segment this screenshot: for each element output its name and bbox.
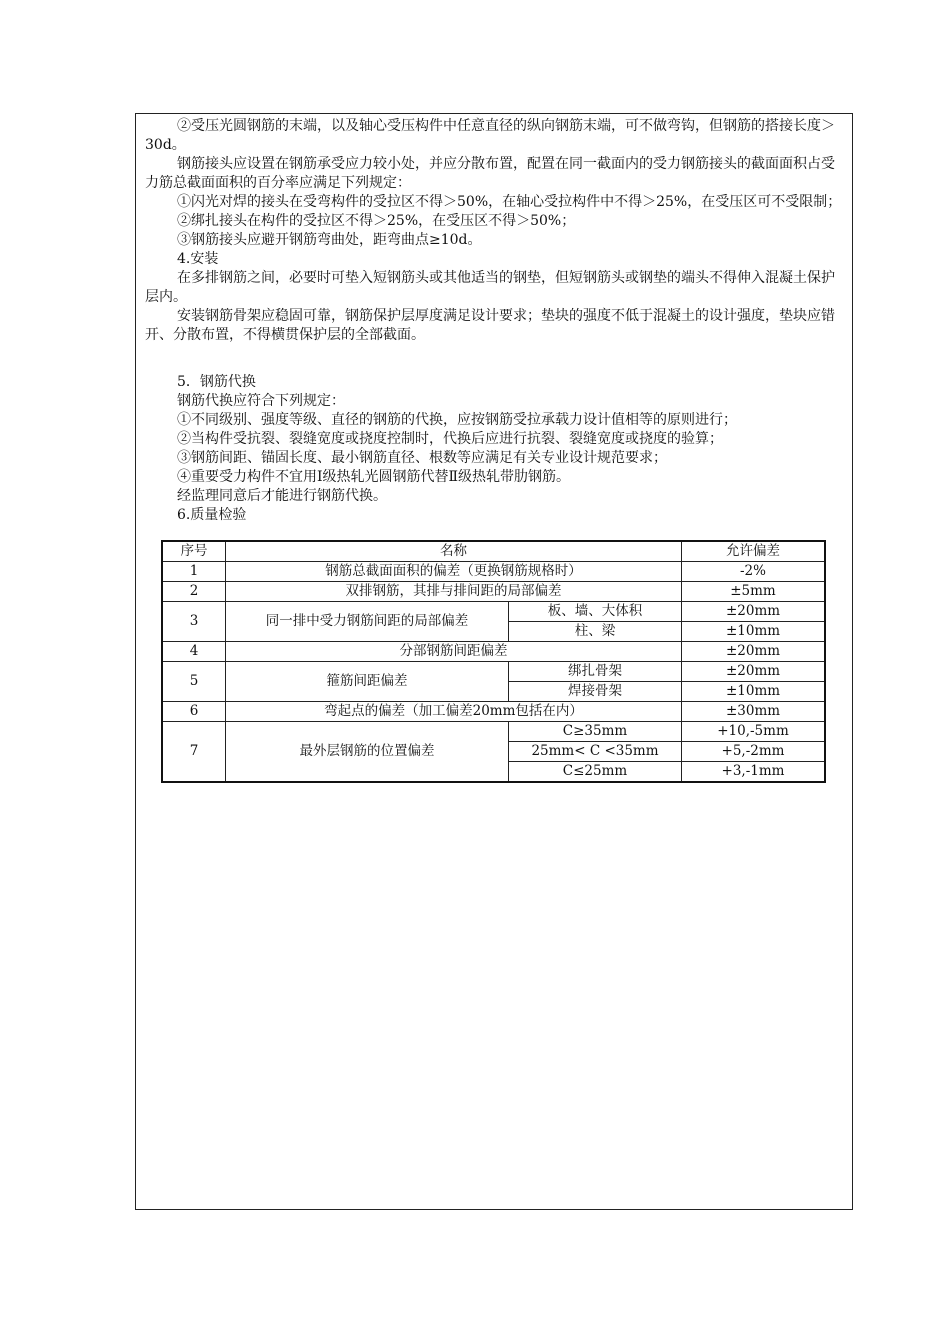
paragraph: 在多排钢筋之间，必要时可垫入短钢筋头或其他适当的钢垫，但短钢筋头或钢垫的端头不得伸入混凝土保护层内。 <box>145 270 835 305</box>
section-heading: 5．钢筋代换 <box>177 374 256 390</box>
row-tolerance: +5,-2mm <box>682 742 826 762</box>
row-subitem: C≥35mm <box>509 722 682 742</box>
row-no: 2 <box>162 582 226 602</box>
row-tolerance: +10,-5mm <box>682 722 826 742</box>
table-header-row <box>162 541 825 562</box>
paragraph: 经监理同意后才能进行钢筋代换。 <box>177 488 387 504</box>
paragraph: ④重要受力构件不宜用Ⅰ级热轧光圆钢筋代替Ⅱ级热轧带肋钢筋。 <box>177 469 571 485</box>
paragraph: ②当构件受抗裂、裂缝宽度或挠度控制时，代换后应进行抗裂、裂缝宽度或挠度的验算； <box>177 431 723 447</box>
row-no: 6 <box>162 702 226 722</box>
paragraph: ②绑扎接头在构件的受拉区不得＞25%，在受压区不得＞50%； <box>177 213 576 229</box>
row-tolerance: +3,-1mm <box>682 762 826 783</box>
paragraph: ③钢筋接头应避开钢筋弯曲处，距弯曲点≥10d。 <box>177 232 482 248</box>
row-tolerance: ±20mm <box>682 642 826 662</box>
table-row <box>162 602 825 622</box>
row-name: 分部钢筋间距偏差 <box>226 642 682 662</box>
row-no: 7 <box>162 722 226 783</box>
table-row <box>162 642 825 662</box>
row-tolerance: -2% <box>682 562 826 582</box>
table-row <box>162 562 825 582</box>
row-name: 箍筋间距偏差 <box>226 662 509 702</box>
row-tolerance: ±20mm <box>682 662 826 682</box>
table-row <box>162 662 825 682</box>
quality-inspection-table <box>161 540 826 783</box>
row-subitem: C≤25mm <box>509 762 682 783</box>
row-no: 3 <box>162 602 226 642</box>
table-row <box>162 702 825 722</box>
row-subitem: 焊接骨架 <box>509 682 682 702</box>
paragraph: ①不同级别、强度等级、直径的钢筋的代换，应按钢筋受拉承载力设计值相等的原则进行； <box>177 412 737 428</box>
row-subitem: 绑扎骨架 <box>509 662 682 682</box>
section-heading: 6.质量检验 <box>177 507 247 523</box>
paragraph: 钢筋接头应设置在钢筋承受应力较小处，并应分散布置，配置在同一截面内的受力钢筋接头的截面面积占受力筋总截面面积的百分率应满足下列规定： <box>145 156 835 191</box>
row-name: 最外层钢筋的位置偏差 <box>226 722 509 783</box>
header-tolerance: 允许偏差 <box>682 541 826 562</box>
table-row <box>162 722 825 742</box>
table-row <box>162 582 825 602</box>
row-tolerance: ±20mm <box>682 602 826 622</box>
row-subitem: 柱、梁 <box>509 622 682 642</box>
paragraph: 钢筋代换应符合下列规定： <box>177 393 345 409</box>
body-text <box>145 117 845 525</box>
row-name: 钢筋总截面面积的偏差（更换钢筋规格时） <box>226 562 682 582</box>
row-name: 双排钢筋，其排与排间距的局部偏差 <box>226 582 682 602</box>
row-name: 同一排中受力钢筋间距的局部偏差 <box>226 602 509 642</box>
paragraph: ③钢筋间距、锚固长度、最小钢筋直径、根数等应满足有关专业设计规范要求； <box>177 450 667 466</box>
row-subitem: 25mm< C <35mm <box>509 742 682 762</box>
section-heading: 4.安装 <box>177 251 219 267</box>
paragraph: ①闪光对焊的接头在受弯构件的受拉区不得＞50%，在轴心受拉构件中不得＞25%，在受压区可不受限制； <box>177 194 842 210</box>
row-subitem: 板、墙、大体积 <box>509 602 682 622</box>
row-tolerance: ±10mm <box>682 682 826 702</box>
header-no: 序号 <box>162 541 226 562</box>
row-no: 4 <box>162 642 226 662</box>
paragraph: 安装钢筋骨架应稳固可靠，钢筋保护层厚度满足设计要求；垫块的强度不低于混凝土的设计强度，垫块应错开、分散布置，不得横贯保护层的全部截面。 <box>145 308 835 343</box>
paragraph: ②受压光圆钢筋的末端，以及轴心受压构件中任意直径的纵向钢筋末端，可不做弯钩，但钢筋的搭接长度＞30d。 <box>145 118 835 153</box>
row-no: 1 <box>162 562 226 582</box>
row-tolerance: ±30mm <box>682 702 826 722</box>
row-no: 5 <box>162 662 226 702</box>
header-name: 名称 <box>226 541 682 562</box>
row-name: 弯起点的偏差（加工偏差20mm包括在内） <box>226 702 682 722</box>
row-tolerance: ±10mm <box>682 622 826 642</box>
row-tolerance: ±5mm <box>682 582 826 602</box>
